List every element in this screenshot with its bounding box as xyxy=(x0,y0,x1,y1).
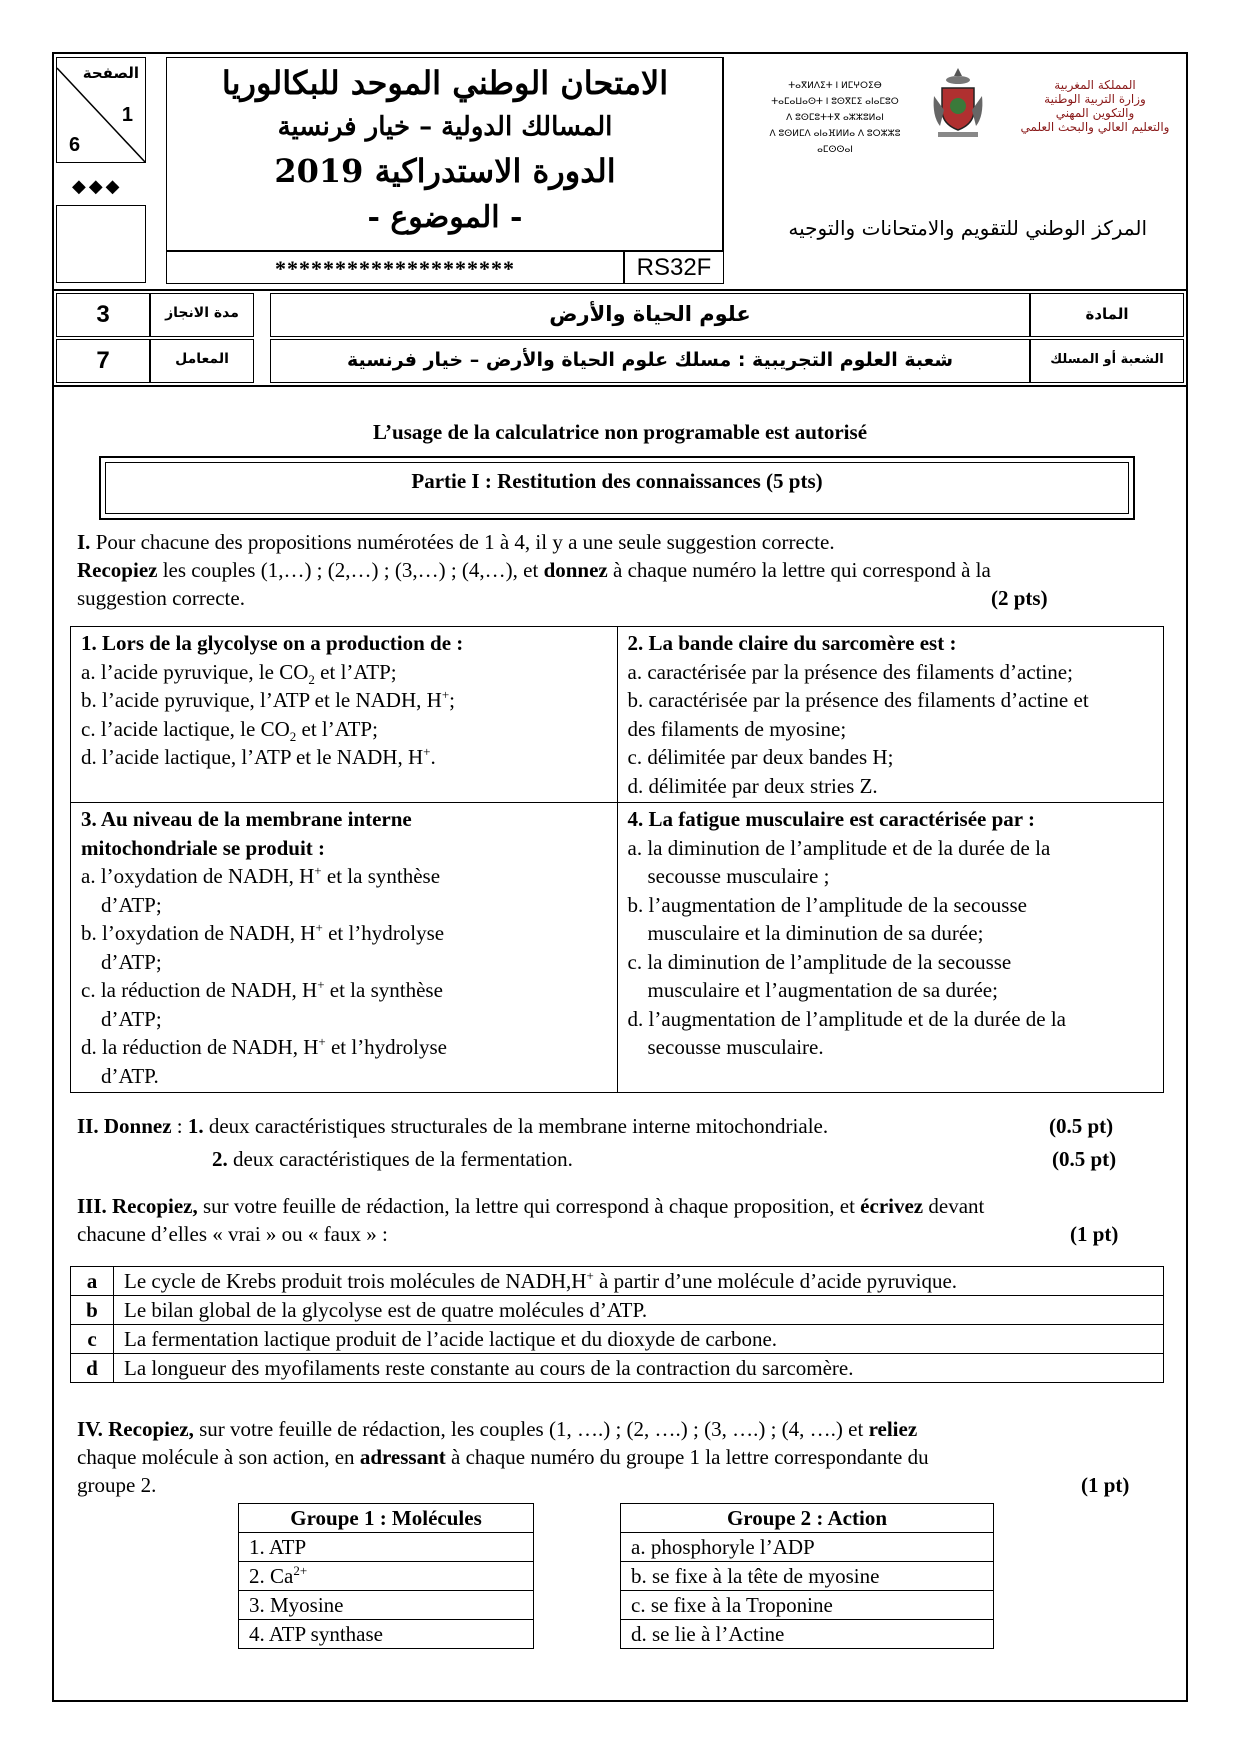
ministry-line: وزارة التربية الوطنية xyxy=(1044,92,1146,106)
q1-number: I. xyxy=(77,530,91,554)
p3-title-cont: mitochondriale se produit : xyxy=(81,835,326,860)
group2-item: d. se lie à l’Actine xyxy=(621,1620,994,1649)
q2-item2-number: 2. xyxy=(212,1147,228,1171)
subject-label: المادة xyxy=(1085,305,1129,323)
group1-item: 1. ATP xyxy=(239,1533,534,1562)
p4-d: d. l’augmentation de l’amplitude et de la durée de la xyxy=(627,1006,1066,1031)
ministry-line: والتكوين المهني xyxy=(1055,106,1135,120)
q3-points: (1 pt) xyxy=(1070,1222,1119,1246)
tifinagh-block xyxy=(755,78,915,158)
q2-sep: : xyxy=(171,1114,188,1138)
group1-item: 2. Ca xyxy=(249,1564,294,1588)
p4-b-cont: musculaire et la diminution de sa durée; xyxy=(647,921,984,945)
page-label: الصفحة xyxy=(82,64,139,82)
p1-d: d. l’acide lactique, l’ATP et le NADH, H xyxy=(81,745,424,769)
coef-value: 7 xyxy=(96,347,110,374)
group1-item: 4. ATP synthase xyxy=(239,1620,534,1649)
q3-line2: chacune d’elles « vrai » ou « faux » : xyxy=(77,1222,388,1246)
q1-table xyxy=(70,626,1164,1093)
p3-d-cont: d’ATP. xyxy=(101,1063,159,1088)
q1-line3: suggestion correcte. xyxy=(77,586,245,610)
proposition-4 xyxy=(617,803,1164,1093)
p3-b-sup: + xyxy=(315,920,323,935)
exam-title: الامتحان الوطني الموحد للبكالوريا xyxy=(221,64,669,102)
p2-c: c. délimitée par deux bandes H; xyxy=(627,745,894,769)
p3-d-end: et l’hydrolyse xyxy=(325,1035,448,1059)
exam-track: المسالك الدولية – خيار فرنسية xyxy=(277,112,613,142)
q3-text: sur votre feuille de rédaction, la lettre qui correspond à chaque proposition, et xyxy=(197,1194,861,1218)
q2-points1: (0.5 pt) xyxy=(1049,1114,1114,1138)
q4-points: (1 pt) xyxy=(1081,1473,1130,1497)
p1-a-sub: 2 xyxy=(308,671,315,687)
p3-d-sup: + xyxy=(318,1034,326,1049)
title-box xyxy=(166,57,724,251)
p4-c-cont: musculaire et l’augmentation de sa durée; xyxy=(647,978,998,1002)
p4-a-cont: secousse musculaire ; xyxy=(647,864,830,888)
ministry-line: والتعليم العالي والبحث العلمي xyxy=(1020,120,1170,134)
p1-a-end: et l’ATP; xyxy=(314,659,397,684)
q1-intro: Pour chacune des propositions numérotées de 1 à 4, il y a une seule suggestion correcte. xyxy=(90,530,835,554)
stars-box xyxy=(166,251,624,284)
p3-a-sup: + xyxy=(314,863,322,878)
q4-instructions xyxy=(77,1415,1167,1499)
q4-reliez: reliez xyxy=(868,1417,918,1441)
q2-item1-number: 1. xyxy=(187,1114,204,1138)
p3-title: 3. Au niveau de la membrane interne xyxy=(81,807,412,831)
p1-d-end: . xyxy=(430,745,436,769)
q3-label: III. Recopiez, xyxy=(77,1194,198,1218)
subject-value: علوم الحياة والأرض xyxy=(549,302,751,326)
branch-label: الشعبة أو المسلك xyxy=(1050,352,1164,367)
code-box xyxy=(624,251,724,284)
row-text: La fermentation lactique produit de l’acide lactique et du dioxyde de carbone. xyxy=(124,1327,778,1351)
page-total: 6 xyxy=(69,134,81,156)
p2-b-cont: des filaments de myosine; xyxy=(627,716,847,741)
p1-d-sup: + xyxy=(423,744,431,759)
duration-value: 3 xyxy=(96,301,110,328)
ministry-line: المملكة المغربية xyxy=(1054,78,1136,92)
q2-label: II. Donnez xyxy=(77,1114,172,1138)
p3-c-end: et la synthèse xyxy=(324,978,443,1002)
proposition-2 xyxy=(617,627,1164,803)
p3-b-cont: d’ATP; xyxy=(101,949,162,974)
p3-b-end: et l’hydrolyse xyxy=(322,921,445,945)
ministry-block xyxy=(1000,78,1190,134)
coef-cell xyxy=(56,339,150,383)
q4-text2: chaque molécule à son action, en xyxy=(77,1445,360,1469)
p4-title: 4. La fatigue musculaire est caractérisée par : xyxy=(627,807,1035,831)
row-text: La longueur des myofilaments reste constante au cours de la contraction du sarcomère. xyxy=(124,1356,854,1380)
exam-code: RS32F xyxy=(636,254,712,281)
partie-box xyxy=(99,456,1135,520)
q3-text-end: devant xyxy=(923,1194,985,1218)
table-row xyxy=(71,1325,1164,1354)
p3-c: c. la réduction de NADH, H xyxy=(81,978,318,1002)
p4-b: b. l’augmentation de l’amplitude de la secousse xyxy=(627,892,1027,917)
p1-a: a. l’acide pyruvique, le CO xyxy=(81,659,309,684)
p3-d: d. la réduction de NADH, H xyxy=(81,1035,319,1059)
branch-value: شعبة العلوم التجريبية : مسلك علوم الحياة والأرض – خيار فرنسية xyxy=(346,349,954,371)
group1-item: 3. Myosine xyxy=(239,1591,534,1620)
branch-cell xyxy=(270,339,1030,383)
p2-title: 2. La bande claire du sarcomère est : xyxy=(627,631,957,655)
exam-subject-heading: - الموضوع - xyxy=(367,200,523,235)
q1-line2a: les couples (1,…) ; (2,…) ; (3,…) ; (4,…), et xyxy=(157,558,544,582)
p2-d: d. délimitée par deux stries Z. xyxy=(627,773,878,798)
q2-item1: deux caractéristiques structurales de la membrane interne mitochondriale. xyxy=(203,1114,829,1138)
row-text: Le cycle de Krebs produit trois molécules de NADH,H xyxy=(124,1269,587,1293)
proposition-1 xyxy=(71,627,618,803)
q2 xyxy=(77,1112,1137,1176)
q2-item2: deux caractéristiques de la fermentation. xyxy=(227,1147,573,1171)
q3-ecrivez: écrivez xyxy=(860,1194,924,1218)
stars-line: ******************** xyxy=(275,256,515,281)
blank-box xyxy=(56,205,146,283)
p2-b: b. caractérisée par la présence des filaments d’actine et xyxy=(627,688,1089,712)
q4-text3: à chaque numéro du groupe 1 la lettre correspondante du xyxy=(445,1445,929,1469)
p4-a: a. la diminution de l’amplitude et de la durée de la xyxy=(627,835,1051,860)
p1-title: 1. Lors de la glycolyse on a production de : xyxy=(81,631,464,655)
q1-donnez: donnez xyxy=(543,558,608,582)
p1-b-end: ; xyxy=(449,688,455,712)
tifinagh-line: ⵜⴰⴳⵍⴷⵉⵜ ⵏ ⵍⵎⵖⵔⵉⴱ xyxy=(788,81,882,91)
group1-title: Groupe 1 : Molécules xyxy=(239,1504,534,1533)
table-row xyxy=(71,1296,1164,1325)
group1-item-sup: 2+ xyxy=(293,1563,308,1578)
center-name: المركز الوطني للتقويم والامتحانات والتوجيه xyxy=(788,216,1147,240)
branch-label-cell xyxy=(1030,339,1184,383)
group2-item: c. se fixe à la Troponine xyxy=(621,1591,994,1620)
subject-label-cell xyxy=(1030,293,1184,337)
duration-cell xyxy=(56,293,150,337)
p3-a: a. l’oxydation de NADH, H xyxy=(81,864,315,888)
partie-title: Partie I : Restitution des connaissances (5 pts) xyxy=(411,469,823,493)
tifinagh-line: ⵜⴰⵎⴰⵡⴰⵙⵜ ⵏ ⵓⵙⴳⵎⵉ ⴰⵏⴰⵎⵓⵔ xyxy=(771,97,899,107)
group2-table xyxy=(620,1503,994,1649)
p3-b: b. l’oxydation de NADH, H xyxy=(81,921,316,945)
q1-line2b: à chaque numéro la lettre qui correspond à la xyxy=(607,558,991,582)
tifinagh-line: ⴷ ⵓⵙⵎⵓⵜⵜⴳ ⴰⵣⵣⵓⵍⴰⵏ xyxy=(786,113,884,123)
page-current: 1 xyxy=(121,104,133,126)
p1-c: c. l’acide lactique, le CO xyxy=(81,716,290,741)
coef-label-cell xyxy=(150,339,254,383)
p1-b-sup: + xyxy=(441,687,450,702)
p3-c-cont: d’ATP; xyxy=(101,1006,162,1031)
q4-text4: groupe 2. xyxy=(77,1473,157,1497)
q1-recopiez: Recopiez xyxy=(77,558,158,582)
row-text-end: à partir d’une molécule d’acide pyruvique. xyxy=(593,1269,958,1293)
q1-instructions xyxy=(77,528,1167,612)
q3-table xyxy=(70,1266,1164,1383)
row-letter: b xyxy=(71,1296,114,1325)
row-letter: c xyxy=(71,1325,114,1354)
page-number-box xyxy=(56,57,146,163)
duration-label: مدة الانجاز xyxy=(165,305,239,321)
q4-label: IV. Recopiez, xyxy=(77,1417,194,1441)
q3-instructions xyxy=(77,1192,1167,1248)
p3-c-sup: + xyxy=(317,977,325,992)
q4-text: sur votre feuille de rédaction, les couples (1, ….) ; (2, ….) ; (3, ….) ; (4, ….) et xyxy=(193,1417,869,1441)
table-row xyxy=(71,1354,1164,1383)
row-text: Le bilan global de la glycolyse est de quatre molécules d’ATP. xyxy=(124,1298,648,1322)
exam-session: الدورة الاستدراكية 2019 xyxy=(274,152,616,190)
row-letter: a xyxy=(71,1267,114,1296)
q1-points: (2 pts) xyxy=(991,586,1048,610)
proposition-3 xyxy=(71,803,618,1093)
p1-c-sub: 2 xyxy=(289,728,297,744)
p3-a-cont: d’ATP; xyxy=(101,892,162,917)
p2-a: a. caractérisée par la présence des filaments d’actine; xyxy=(627,659,1073,684)
group1-table xyxy=(238,1503,534,1649)
group2-item: b. se fixe à la tête de myosine xyxy=(621,1562,994,1591)
group2-item: a. phosphoryle l’ADP xyxy=(621,1533,994,1562)
p1-b: b. l’acide pyruvique, l’ATP et le NADH, H xyxy=(81,688,442,712)
calculator-note: L’usage de la calculatrice non programable est autorisé xyxy=(372,420,868,444)
duration-label-cell xyxy=(150,293,254,337)
p4-d-cont: secousse musculaire. xyxy=(647,1035,824,1059)
table-row xyxy=(71,1267,1164,1296)
subject-cell xyxy=(270,293,1030,337)
coat-of-arms-icon xyxy=(930,66,986,140)
p1-c-end: et l’ATP; xyxy=(296,716,378,741)
p4-c: c. la diminution de l’amplitude de la secousse xyxy=(627,949,1012,974)
coef-label: المعامل xyxy=(175,351,229,367)
row-sup: + xyxy=(586,1268,594,1283)
q2-points2: (0.5 pt) xyxy=(1052,1147,1117,1171)
diamonds-decoration: ◆◆◆ xyxy=(72,176,123,196)
group2-title: Groupe 2 : Action xyxy=(621,1504,994,1533)
tifinagh-line: ⴷ ⵓⵙⵍⵎⴷ ⴰⵏⴰⴼⵍⵍⴰ ⴷ ⵓⵔⵣⵣⵓ ⴰⵎⵙⵙⴰⵏ xyxy=(769,129,901,155)
p3-a-end: et la synthèse xyxy=(321,864,441,888)
row-letter: d xyxy=(71,1354,114,1383)
q4-adressant: adressant xyxy=(359,1445,446,1469)
